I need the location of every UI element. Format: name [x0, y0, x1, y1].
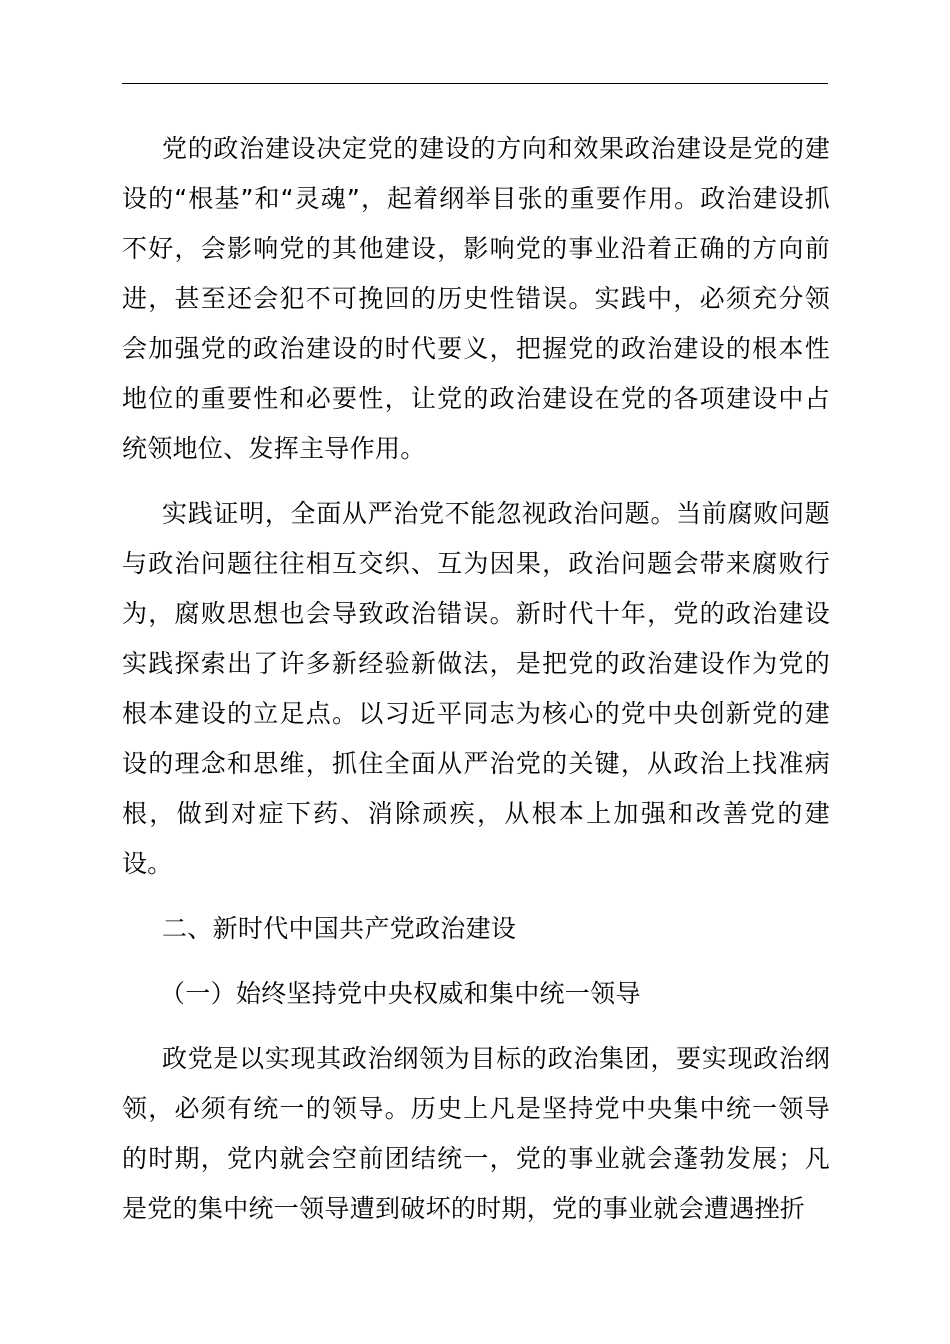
section-heading: 二、新时代中国共产党政治建设 — [162, 914, 517, 943]
paragraph-unified-leadership: 政党是以实现其政治纲领为目标的政治集团，要实现政治纲领，必须有统一的领导。历史上凡是坚持党中央集中统一领导的时期，党内就会空前团结统一，党的事业就会蓬勃发展；凡是党的集中统一领导遭到破坏的时期，党的事业就会遭遇挫折 — [122, 1044, 830, 1223]
paragraph-practice-proof: 实践证明，全面从严治党不能忽视政治问题。当前腐败问题与政治问题往往相互交织、互为因果，政治问题会带来腐败行为，腐败思想也会导致政治错误。新时代十年，党的政治建设实践探索出了许多新经验新做法，是把党的政治建设作为党的根本建设的立足点。以习近平同志为核心的党中央创新党的建设的理念和思维，抓住全面从严治党的关键，从政治上找准病根，做到对症下药、消除顽疾，从根本上加强和改善党的建设。 — [122, 499, 830, 878]
document-body — [122, 124, 830, 1249]
subsection-heading: （一）始终坚持党中央权威和集中统一领导 — [160, 979, 641, 1008]
header-rule — [122, 83, 828, 84]
paragraph-political-construction: 党的政治建设决定党的建设的方向和效果政治建设是党的建设的“根基”和“灵魂”，起着纲举目张的重要作用。政治建设抓不好，会影响党的其他建设，影响党的事业沿着正确的方向前进，甚至还会犯不可挽回的历史性错误。实践中，必须充分领会加强党的政治建设的时代要义，把握党的政治建设的根本性地位的重要性和必要性，让党的政治建设在党的各项建设中占统领地位、发挥主导作用。 — [122, 134, 830, 463]
